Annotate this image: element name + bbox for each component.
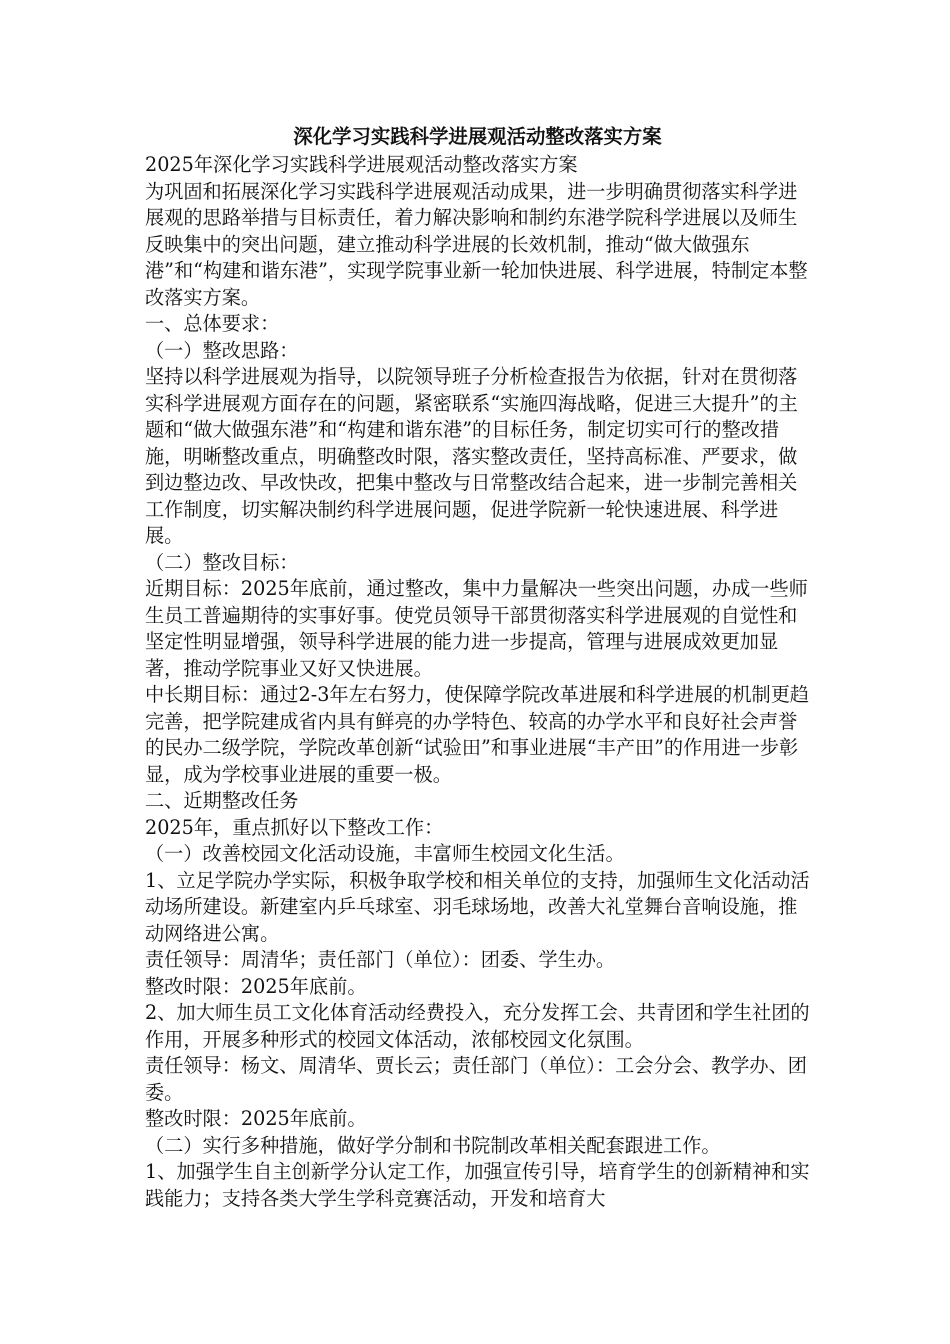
deadline-line: 整改时限：2025年底前。 [145,1107,367,1130]
paragraph: 中长期目标：通过2-3年左右努力，使保障学院改革进展和科学进展的机制更趋完善，把学院建成省内具有鲜亮的办学特色、较高的办学水平和良好社会声誉的民办二级学院，学院改革创新“试验田”和事业进展“丰产田”的作用进一步彰显，成为学校事业进展的重要一极。 [145,683,810,786]
section-heading: 二、近期整改任务 [145,789,299,812]
subsection-heading: （一）整改思路： [145,338,299,362]
paragraph: 2025年，重点抓好以下整改工作： [145,815,444,839]
section-heading: 一、总体要求： [145,312,280,335]
subsection-heading: （一）改善校园文化活动设施，丰富师生校园文化生活。 [145,842,625,865]
paragraph: 1、加强学生自主创新学分认定工作，加强宣传引导，培育学生的创新精神和实践能力；支持各类大学生学科竞赛活动，开发和培育大 [145,1160,810,1210]
responsibility-line: 责任领导：周清华；责任部门（单位）：团委、学生办。 [145,948,616,971]
paragraph: 近期目标：2025年底前，通过整改，集中力量解决一些突出问题，办成一些师生员工普遍期待的实事好事。使党员领导干部贯彻落实科学进展观的自觉性和坚定性明显增强，领导科学进展的能力进一步提高，管理与进展成效更加显著，推动学院事业又好又快进展。 [145,577,808,680]
paragraph: 1、立足学院办学实际，积极争取学校和相关单位的支持，加强师生文化活动活动场所建设。新建室内乒乓球室、羽毛球场地，改善大礼堂舞台音响设施，推动网络进公寓。 [145,868,810,945]
document-title: 深化学习实践科学进展观活动整改落实方案 [293,125,662,148]
subsection-heading: （二）实行多种措施，做好学分制和书院制改革相关配套跟进工作。 [145,1133,721,1157]
paragraph: 2、加大师生员工文化体育活动经费投入，充分发挥工会、共青团和学生社团的作用，开展多种形式的校园文体活动，浓郁校园文化氛围。 [145,1001,810,1051]
paragraph: 为巩固和拓展深化学习实践科学进展观活动成果，进一步明确贯彻落实科学进展观的思路举措与目标责任，着力解决影响和制约东港学院科学进展以及师生反映集中的突出问题，建立推动科学进展的长效机制，推动“做大做强东港”和“构建和谐东港”，实现学院事业新一轮加快进展、科学进展，特制定本整改落实方案。 [145,179,808,309]
paragraph: 2025年深化学习实践科学进展观活动整改落实方案 [145,153,578,176]
paragraph: 坚持以科学进展观为指导，以院领导班子分析检查报告为依据，针对在贯彻落实科学进展观方面存在的问题，紧密联系“实施四海战略，促进三大提升”的主题和“做大做强东港”和“构建和谐东港”的目标任务，制定切实可行的整改措施，明晰整改重点，明确整改时限，落实整改责任，坚持高标准、严要求，做到边整边改、早改快改，把集中整改与日常整改结合起来，进一步制完善相关工作制度，切实解决制约科学进展问题，促进学院新一轮快速进展、科学进展。 [145,365,798,547]
deadline-line: 整改时限：2025年底前。 [145,974,367,998]
subsection-heading: （二）整改目标： [145,550,299,574]
responsibility-line: 责任领导：杨文、周清华、贾长云；责任部门（单位）：工会分会、教学办、团委。 [145,1054,807,1104]
document-body [145,122,810,1212]
